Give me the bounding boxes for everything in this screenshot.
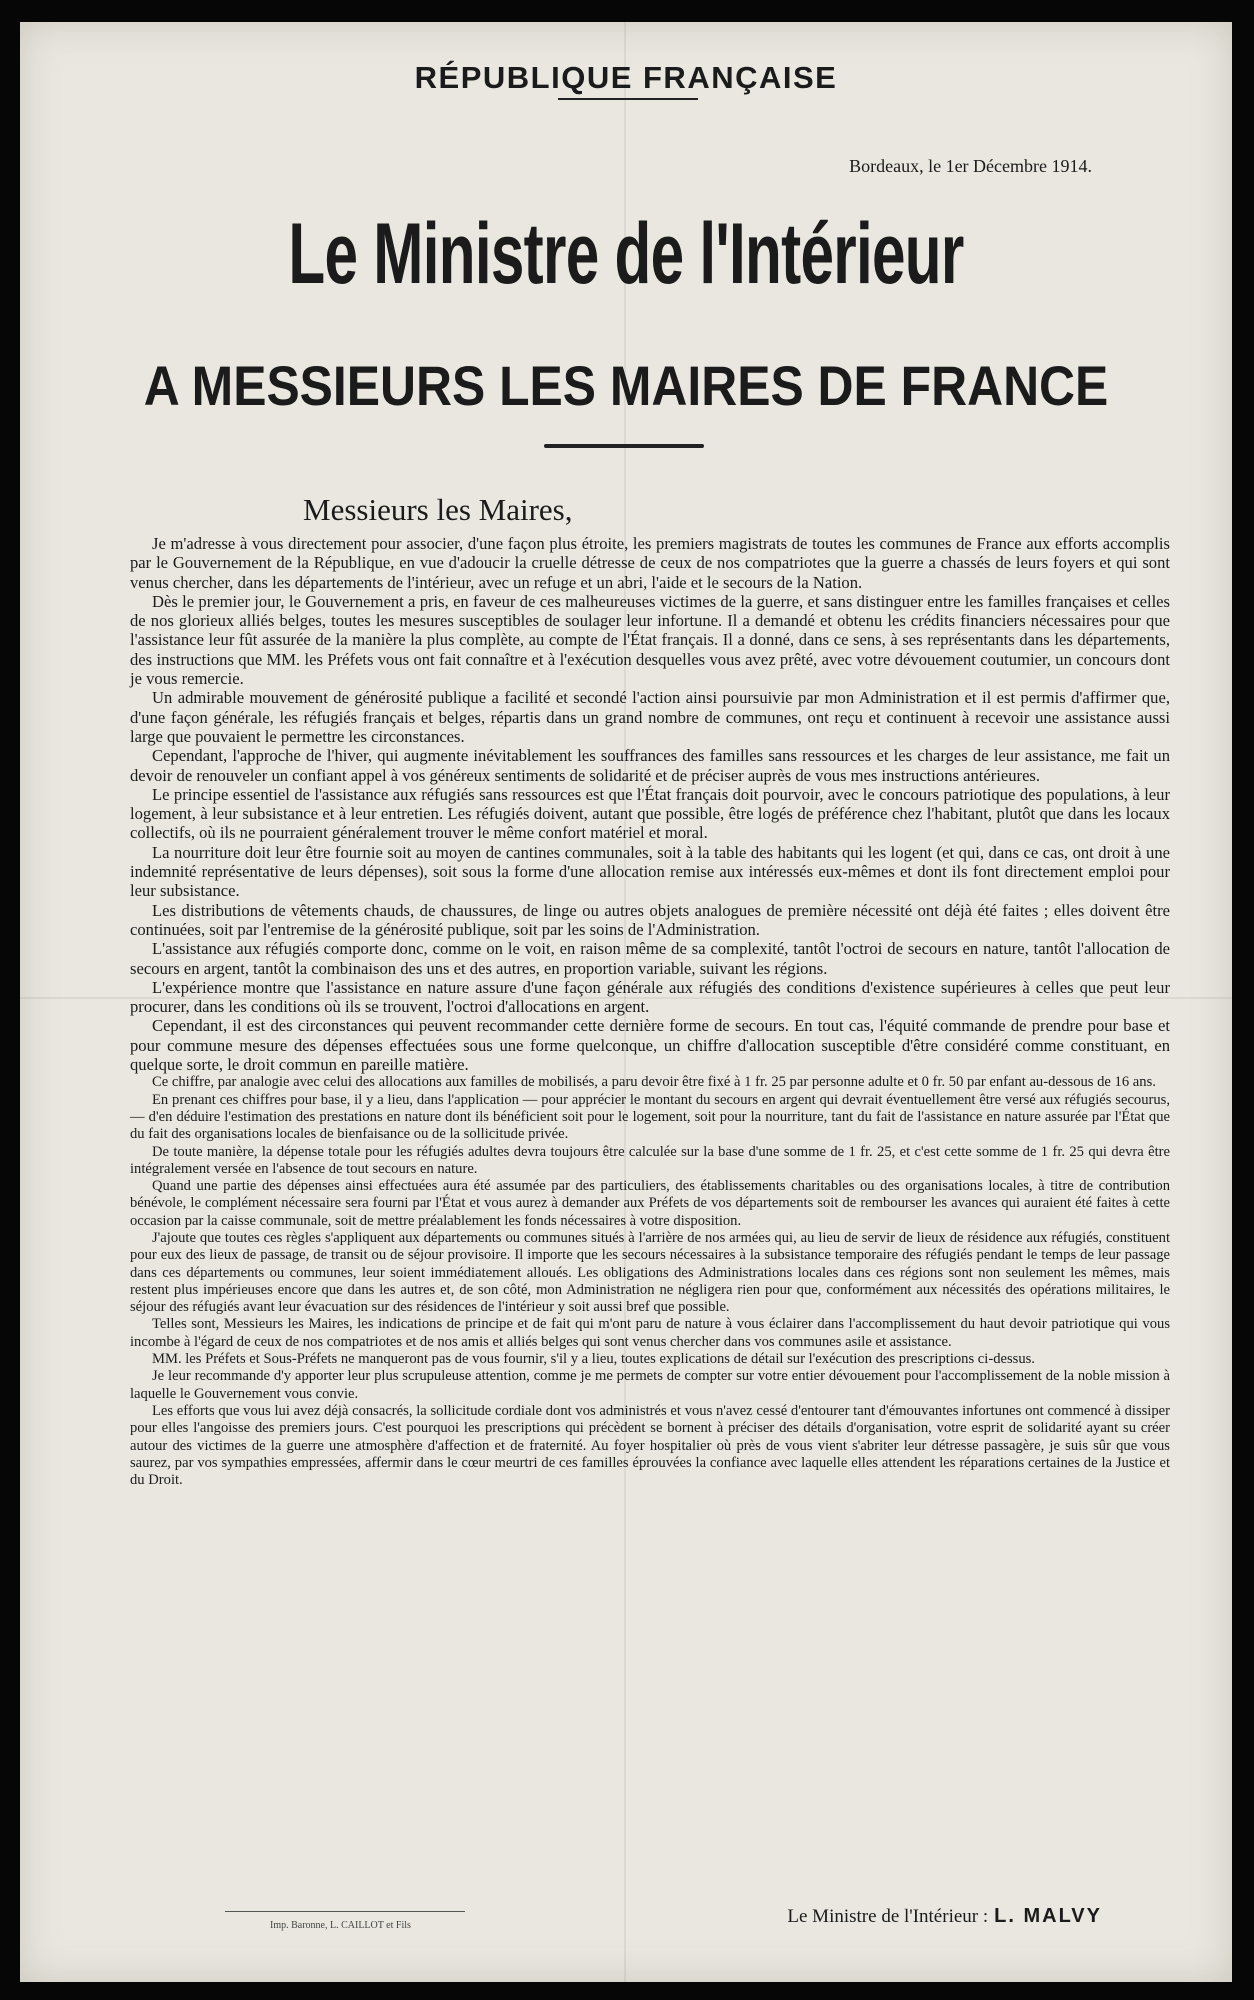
paragraph: Cependant, il est des circonstances qui peuvent recommander cette dernière forme de secours. En tout cas, l'équité commande de prendre pour base et pour commune mesure des dépenses effectuées sous une forme quelconque, un chiffre d'allocation susceptible d'être considéré comme constituant, en quelque sorte, le droit commun en pareille matière.	[130, 1016, 1170, 1075]
printer-credit: Imp. Baronne, L. CAILLOT et Fils	[270, 1920, 411, 1931]
title-divider	[544, 444, 704, 448]
date-line: Bordeaux, le 1er Décembre 1914.	[849, 156, 1092, 176]
paragraph-small: De toute manière, la dépense totale pour les réfugiés adultes devra toujours être calculée sur la base d'une somme de 1 fr. 25, et c'est cette somme de 1 fr. 25 qui devra être intégralement versée en l'absence de tout secours en nature.	[130, 1143, 1170, 1177]
paragraph-small: Quand une partie des dépenses ainsi effectuées aura été assumée par des particuliers, des établissements charitables ou des organisations locales, à titre de contribution bénévole, le complément nécessaire sera fourni par l'État et vous aurez à demander aux Préfets de vos départements soit de rembourser les avances qui auraient été faites à cette occasion par la caisse communale, soit de mettre préalablement les fonds nécessaires à votre disposition.	[130, 1178, 1170, 1229]
paragraph: Les distributions de vêtements chauds, de chaussures, de linge ou autres objets analogues de première nécessité ont déjà été faites ; elles doivent être continuées, soit par l'entremise de la générosité publique, soit par les soins de l'Administration.	[130, 900, 1170, 939]
letter-body	[130, 534, 1170, 1489]
paragraph: Je m'adresse à vous directement pour associer, d'une façon plus étroite, les premiers magistrats de toutes les communes de France aux efforts accomplis par le Gouvernement de la République, en vue d'adoucir la cruelle détresse de ceux de nos compatriotes que la guerre a chassés de leurs foyers et qui sont venus chercher, dans les départements de l'intérieur, avec un refuge et un abri, l'aide et le secours de la Nation.	[130, 534, 1170, 592]
republic-heading: RÉPUBLIQUE FRANÇAISE	[414, 60, 838, 95]
paragraph: Cependant, l'approche de l'hiver, qui augmente inévitablement les souffrances des familles sans ressources et les charges de leur assistance, me fait un devoir de renouveler un confiant appel à vos généreux sentiments de solidarité et de préciser auprès de vous mes instructions antérieures.	[130, 746, 1170, 785]
paragraph-small: Telles sont, Messieurs les Maires, les indications de principe et de fait qui m'ont paru de nature à vous éclairer dans l'accomplissement du haut devoir patriotique qui vous incombe à l'égard de ceux de nos compatriotes et de nos amis et alliés belges qui sont venus chercher dans vos communes asile et assistance.	[130, 1316, 1170, 1350]
poster-sheet	[20, 22, 1232, 1982]
paragraph-small: J'ajoute que toutes ces règles s'appliquent aux départements ou communes situés à l'arrière de nos armées qui, au lieu de servir de lieux de résidence aux réfugiés, constituent pour eux des lieux de passage, de transit ou de séjour provisoire. Il importe que les secours nécessaires à la subsistance temporaire des réfugiés pendant le temps de leur passage dans ces départements ou communes, leur soient immédiatement alloués. Les obligations des Administrations locales dans ces régions sont non seulement les mêmes, mais restent plus impérieuses encore que dans les autres et, de son côté, mon Administration ne négligera rien pour que, conformément aux nécessités des opérations militaires, le séjour des réfugiés avant leur évacuation sur des résidences de l'intérieur y soit aussi bref que possible.	[130, 1229, 1170, 1316]
heading-underline	[558, 98, 698, 100]
paragraph-small: Ce chiffre, par analogie avec celui des allocations aux familles de mobilisés, a paru devoir être fixé à 1 fr. 25 par personne adulte et 0 fr. 50 par enfant au-dessous de 16 ans.	[152, 1074, 1156, 1091]
salutation: Messieurs les Maires,	[303, 492, 573, 527]
poster-title: Le Ministre de l'Intérieur	[288, 206, 964, 302]
signature-name: L. MALVY	[994, 1905, 1102, 1927]
poster-subtitle: A MESSIEURS LES MAIRES DE FRANCE	[143, 354, 1109, 417]
paragraph-small: Les efforts que vous lui avez déjà consacrés, la sollicitude cordiale dont vos administrés et vous n'avez cessé d'entourer tant d'émouvantes infortunes ont commencé à dissiper pour elles l'angoisse des premiers jours. C'est pourquoi les prescriptions qui précèdent se bornent à préciser des détails d'organisation, votre esprit de solidarité ayant su créer autour des victimes de la guerre une atmosphère d'affection et de fraternité. Au foyer hospitalier où près de vous vient s'abriter leur détresse passagère, je suis sûr que vous saurez, par vos sympathies empressées, affermir dans le cœur meurtri de ces familles éprouvées la confiance avec laquelle elles attendent les réparations certaines de la Justice et du Droit.	[130, 1402, 1170, 1489]
paragraph-small: MM. les Préfets et Sous-Préfets ne manqueront pas de vous fournir, s'il y a lieu, toutes explications de détail sur l'exécution des prescriptions ci-dessus.	[152, 1351, 1035, 1368]
paragraph: Un admirable mouvement de générosité publique a facilité et secondé l'action ainsi poursuivie par mon Administration et il est permis d'affirmer que, d'une façon générale, les réfugiés français et belges, répartis dans un grand nombre de communes, ont reçu et continuent à recevoir une assistance aussi large que pouvaient le permettre les circonstances.	[130, 688, 1170, 746]
printer-rule	[225, 1911, 465, 1912]
paragraph: Le principe essentiel de l'assistance aux réfugiés sans ressources est que l'État français doit pourvoir, avec le concours patriotique des populations, à leur logement, à leur subsistance et à leur entretien. Les réfugiés doivent, autant que possible, être logés de préférence chez l'habitant, plutôt que dans les locaux collectifs, où ils ne pourraient généralement trouver le même confort matériel et moral.	[130, 784, 1170, 843]
paragraph-small: Je leur recommande d'y apporter leur plus scrupuleuse attention, comme je me permets de compter sur votre entier dévouement pour l'accomplissement de la noble mission à laquelle le Gouvernement vous convie.	[130, 1368, 1170, 1402]
paragraph: L'assistance aux réfugiés comporte donc, comme on le voit, en raison même de sa complexité, tantôt l'octroi de secours en nature, tantôt l'allocation de secours en argent, tantôt la combinaison des uns et des autres, en proportion variable, suivant les régions.	[130, 939, 1170, 978]
paragraph: L'expérience montre que l'assistance en nature assure d'une façon générale aux réfugiés des conditions d'existence supérieures à celles que peut leur procurer, dans les conditions où ils se trouvent, l'octroi d'allocations en argent.	[130, 977, 1170, 1017]
paragraph: Dès le premier jour, le Gouvernement a pris, en faveur de ces malheureuses victimes de la guerre, et sans distinguer entre les familles françaises et celles de nos glorieux alliés belges, toutes les mesures susceptibles de soulager leur infortune. Il a demandé et obtenu les crédits financiers nécessaires pour que l'assistance leur fût assurée de la manière la plus complète, au compte de l'État français. Il a donné, dans ce sens, à ses représentants dans les départements, des instructions que MM. les Préfets vous ont fait connaître et à l'exécution desquelles vous avez prêté, avec votre dévouement coutumier, un concours dont je vous remercie.	[130, 591, 1170, 689]
paragraph: La nourriture doit leur être fournie soit au moyen de cantines communales, soit à la table des habitants qui les logent (et qui, dans ce cas, ont droit à une indemnité représentative de leurs dépenses), soit sous la forme d'une allocation remise aux intéressés eux-mêmes et dont ils font directement emploi pour leur subsistance.	[130, 842, 1170, 901]
paragraph-small: En prenant ces chiffres pour base, il y a lieu, dans l'application — pour apprécier le montant du secours en argent qui devrait éventuellement être versé aux réfugiés secourus, — d'en déduire l'estimation des prestations en nature dont ils bénéficient soit pour le logement, soit pour la nourriture, tant du fait de l'assistance en nature assurée par l'État que du fait des organisations locales de bienfaisance ou de la sollicitude privée.	[130, 1091, 1170, 1143]
signature-prefix: Le Ministre de l'Intérieur :	[787, 1906, 989, 1927]
signature	[787, 1905, 1102, 1928]
